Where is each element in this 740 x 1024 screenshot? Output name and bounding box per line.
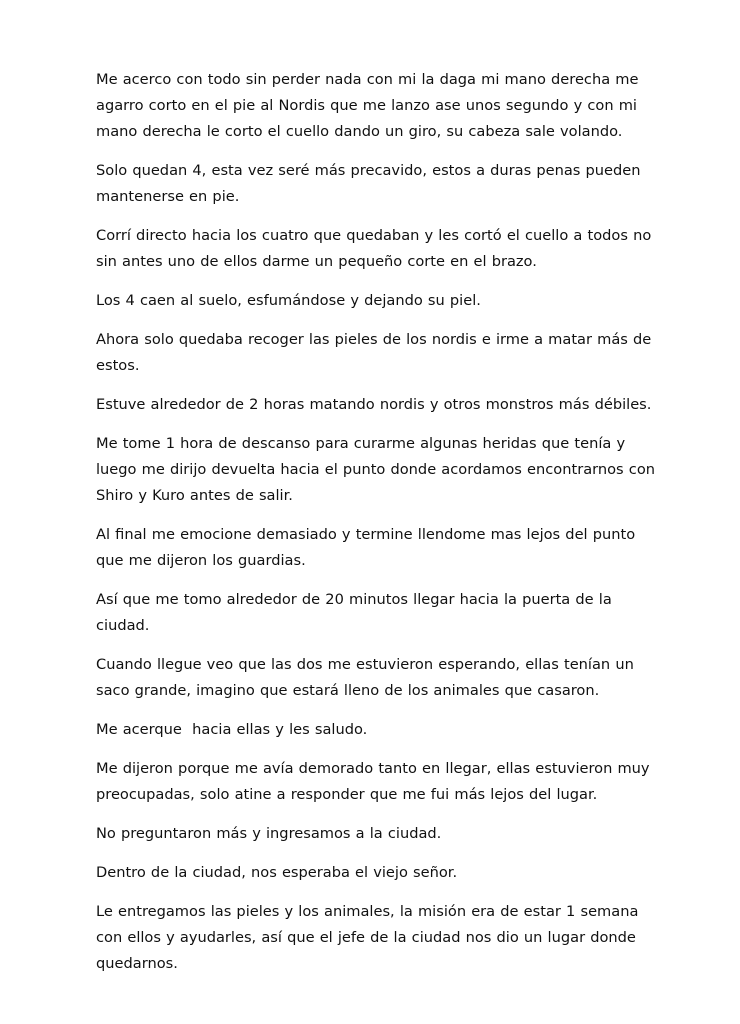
paragraph: Ahora solo quedaba recoger las pieles de los nordis e irme a matar más de estos. — [96, 331, 657, 374]
paragraph: Así que me tomo alrededor de 20 minutos llegar hacia la puerta de la ciudad. — [96, 591, 617, 634]
paragraph: Corrí directo hacia los cuatro que quedaban y les cortó el cuello a todos no sin antes uno de ellos darme un pequeño corte en el brazo. — [96, 227, 657, 270]
paragraph: Dentro de la ciudad, nos esperaba el viejo señor. — [96, 864, 458, 881]
paragraph: Estuve alrededor de 2 horas matando nordis y otros monstros más débiles. — [96, 396, 652, 413]
paragraph: No preguntaron más y ingresamos a la ciudad. — [96, 825, 442, 842]
paragraph: Solo quedan 4, esta vez seré más precavido, estos a duras penas pueden mantenerse en pie. — [96, 162, 646, 205]
paragraph: Me tome 1 hora de descanso para curarme algunas heridas que tenía y luego me dirijo devuelta hacia el punto donde acordamos encontrarnos con Shiro y Kuro antes de salir. — [96, 435, 661, 504]
paragraph: Le entregamos las pieles y los animales, la misión era de estar 1 semana con ellos y ayudarles, así que el jefe de la ciudad nos dio un lugar donde quedarnos. — [96, 903, 644, 972]
paragraph: Me dijeron porque me avía demorado tanto en llegar, ellas estuvieron muy preocupadas, solo atine a responder que me fui más lejos del lugar. — [96, 760, 655, 803]
document-body — [96, 67, 662, 990]
paragraph: Me acerque hacia ellas y les saludo. — [96, 721, 368, 738]
paragraph: Me acerco con todo sin perder nada con mi la daga mi mano derecha me agarro corto en el pie al Nordis que me lanzo ase unos segundo y con mi mano derecha le corto el cuello dando un giro, su cabeza sale volando. — [96, 71, 644, 140]
paragraph: Los 4 caen al suelo, esfumándose y dejando su piel. — [96, 292, 481, 309]
paragraph: Al final me emocione demasiado y termine llendome mas lejos del punto que me dijeron los guardias. — [96, 526, 641, 569]
paragraph: Cuando llegue veo que las dos me estuvieron esperando, ellas tenían un saco grande, imagino que estará lleno de los animales que casaron. — [96, 656, 639, 699]
